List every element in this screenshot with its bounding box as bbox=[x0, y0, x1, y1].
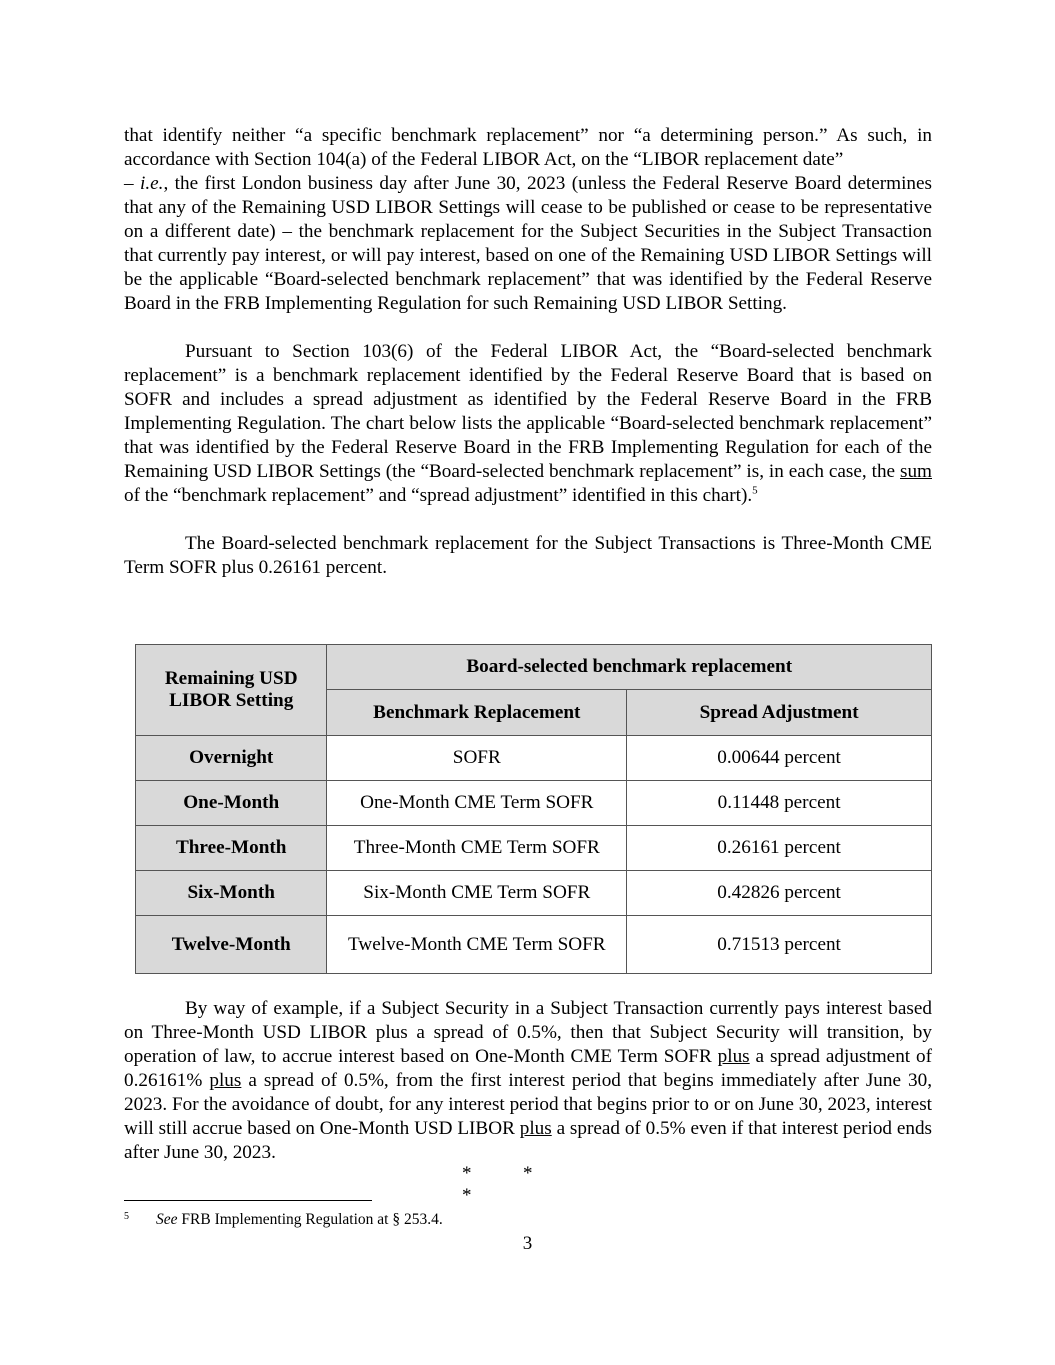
footnote-reference[interactable]: 5 bbox=[752, 484, 758, 497]
benchmark-cell: One-Month CME Term SOFR bbox=[327, 781, 627, 826]
setting-cell: One-Month bbox=[136, 781, 327, 826]
header-spread-adjustment: Spread Adjustment bbox=[627, 690, 932, 736]
table-row bbox=[136, 826, 932, 871]
table-row bbox=[136, 871, 932, 916]
header-benchmark-replacement: Benchmark Replacement bbox=[327, 690, 627, 736]
footnote-divider bbox=[124, 1200, 372, 1201]
table-row bbox=[136, 736, 932, 781]
benchmark-cell: Twelve-Month CME Term SOFR bbox=[327, 916, 627, 974]
table-row bbox=[136, 781, 932, 826]
benchmark-table bbox=[135, 644, 932, 974]
section-separator: * ** bbox=[462, 1163, 533, 1206]
header-board-selected: Board-selected benchmark replacement bbox=[327, 645, 932, 690]
setting-cell: Three-Month bbox=[136, 826, 327, 871]
header-libor-setting: Remaining USD LIBOR Setting bbox=[136, 645, 327, 736]
benchmark-cell: SOFR bbox=[327, 736, 627, 781]
benchmark-cell: Six-Month CME Term SOFR bbox=[327, 871, 627, 916]
paragraph-board-selected: Pursuant to Section 103(6) of the Federal LIBOR Act, the “Board-selected benchmark replacement” is a benchmark replacement identified by the Federal Reserve Board that is based on SOFR and includes a spread adjustment as identified by the Federal Reserve Board in the FRB Implementing Regulation. The chart below lists the applicable “Board-selected benchmark replacement” that was identified by the Federal Reserve Board in the FRB Implementing Regulation for each of the Remaining USD LIBOR Settings (the “Board-selected benchmark replacement” is, in each case, the sum of the “benchmark replacement” and “spread adjustment” identified in this chart).$^5$ bbox=[124, 341, 932, 506]
paragraph-subject-transactions: The Board-selected benchmark replacement for the Subject Transactions is Three-Month CME Term SOFR plus 0.26161 percent. bbox=[124, 533, 932, 578]
page-number: 3 bbox=[522, 1233, 533, 1254]
benchmark-cell: Three-Month CME Term SOFR bbox=[327, 826, 627, 871]
footnote: 5 See FRB Implementing Regulation at § 253.4. bbox=[124, 1211, 443, 1228]
table-row bbox=[136, 916, 932, 974]
setting-cell: Twelve-Month bbox=[136, 916, 327, 974]
spread-cell: 0.11448 percent bbox=[627, 781, 932, 826]
spread-cell: 0.26161 percent bbox=[627, 826, 932, 871]
paragraph-example: By way of example, if a Subject Security in a Subject Transaction currently pays interest based on Three-Month USD LIBOR plus a spread of 0.5%, then that Subject Security will transition, by operation of law, to accrue interest based on One-Month CME Term SOFR plus a spread adjustment of 0.26161% plus a spread of 0.5%, from the first interest period that begins immediately after June 30, 2023. For the avoidance of doubt, for any interest period that begins prior to or on June 30, 2023, interest will still accrue based on One-Month USD LIBOR plus a spread of 0.5% even if that interest period ends after June 30, 2023. bbox=[124, 998, 933, 1163]
spread-cell: 0.00644 percent bbox=[627, 736, 932, 781]
paragraph-libor-replacement-date: that identify neither “a specific benchmark replacement” nor “a determining person.” As such, in accordance with Section 104(a) of the Federal LIBOR Act, on the “LIBOR replacement date” – i.e., the first London business day after June 30, 2023 (unless the Federal Reserve Board determines that any of the Remaining USD LIBOR Settings will cease to be published or cease to be representative on a different date) – the benchmark replacement for the Subject Securities in the Subject Transaction that currently pay interest, or will pay interest, based on one of the Remaining USD LIBOR Settings will be the applicable “Board-selected benchmark replacement” that was identified by the Federal Reserve Board in the FRB Implementing Regulation for such Remaining USD LIBOR Setting. bbox=[124, 125, 932, 314]
setting-cell: Six-Month bbox=[136, 871, 327, 916]
spread-cell: 0.42826 percent bbox=[627, 871, 932, 916]
setting-cell: Overnight bbox=[136, 736, 327, 781]
spread-cell: 0.71513 percent bbox=[627, 916, 932, 974]
document-body bbox=[124, 124, 932, 580]
